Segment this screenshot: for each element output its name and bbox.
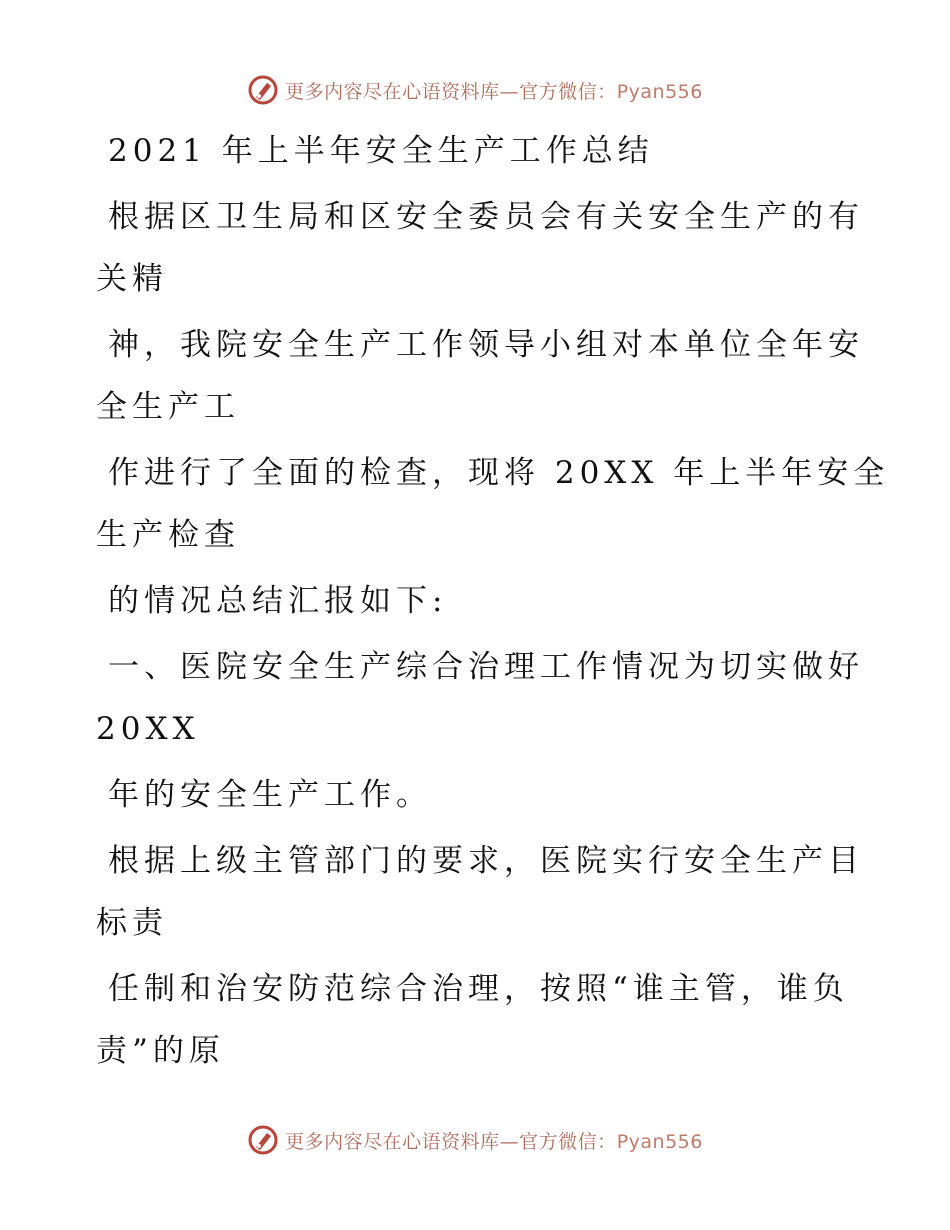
paragraph-line: 根据区卫生局和区安全委员会有关安全生产的有	[108, 199, 864, 235]
document-body	[96, 120, 890, 1082]
watermark-text	[285, 1127, 703, 1154]
watermark-title: 更多内容尽在心语资料库	[285, 80, 500, 103]
paragraph-line: 关精	[96, 261, 168, 297]
paragraph-line: 生产检查	[96, 517, 240, 553]
paragraph-line: 责”的原	[96, 1033, 225, 1069]
pen-logo-icon	[247, 74, 279, 106]
watermark-separator: —	[499, 1130, 520, 1153]
paragraph-line: 神，我院安全生产工作领导小组对本单位全年安	[108, 327, 864, 363]
paragraph-line: 根据上级主管部门的要求，医院实行安全生产目	[108, 843, 864, 879]
paragraph-line: 年的安全生产工作。	[108, 777, 432, 813]
paragraph-line: 作进行了全面的检查，现将 20XX 年上半年安全	[108, 455, 890, 491]
document-title: 2021 年上半年安全生产工作总结	[108, 133, 654, 169]
paragraph-line: 20XX	[96, 711, 200, 747]
watermark-text	[285, 77, 703, 104]
watermark-account-label: 官方微信：	[519, 1130, 617, 1153]
watermark-group	[247, 74, 703, 106]
header-watermark	[0, 70, 950, 110]
paragraph-line: 任制和治安防范综合治理，按照“谁主管，谁负	[108, 971, 849, 1007]
pen-logo-icon	[247, 1124, 279, 1156]
paragraph-line: 全生产工	[96, 389, 240, 425]
footer-watermark	[0, 1120, 950, 1160]
watermark-account-label: 官方微信：	[519, 80, 617, 103]
paragraph-line: 标责	[96, 905, 168, 941]
watermark-group	[247, 1124, 703, 1156]
watermark-title: 更多内容尽在心语资料库	[285, 1130, 500, 1153]
paragraph-line: 的情况总结汇报如下:	[108, 583, 448, 619]
watermark-account-id: Pyan556	[616, 80, 703, 103]
watermark-account-id: Pyan556	[616, 1130, 703, 1153]
watermark-separator: —	[499, 80, 520, 103]
section-heading: 一、医院安全生产综合治理工作情况为切实做好	[108, 649, 864, 685]
